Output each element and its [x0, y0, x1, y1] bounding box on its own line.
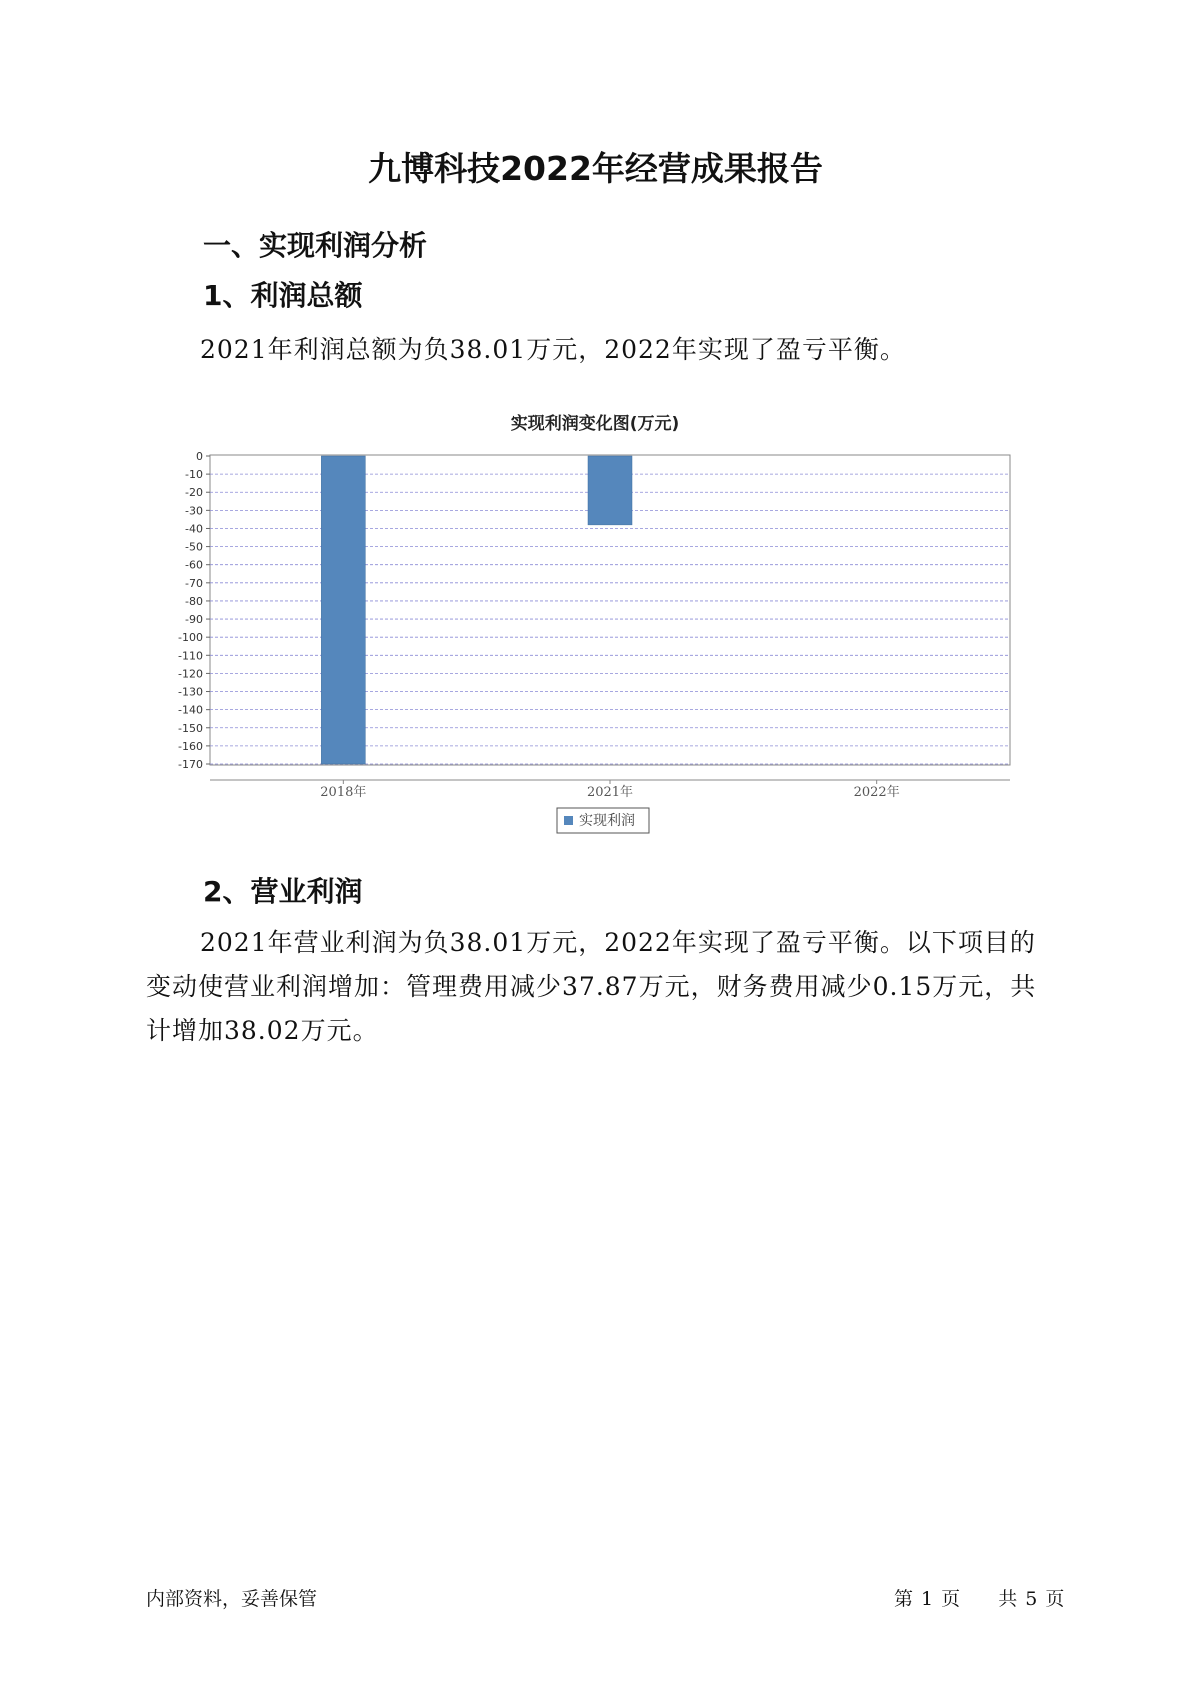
- footer-page-number: [890, 1584, 1068, 1611]
- paragraph-total-profit: 2021年利润总额为负38.01万元，2022年实现了盈亏平衡。: [200, 335, 906, 364]
- legend-label: 实现利润: [579, 813, 635, 829]
- y-tick-label: -150: [178, 721, 203, 735]
- section-heading-profit-analysis: 一、实现利润分析: [203, 229, 428, 262]
- profit-chart-svg: [170, 410, 1020, 860]
- y-tick-label: -10: [185, 468, 203, 482]
- x-tick-label: 2021年: [586, 785, 634, 800]
- footer-confidential-note: 内部资料，妥善保管: [146, 1588, 318, 1610]
- page-total: 5: [1025, 1588, 1038, 1610]
- y-tick-label: -120: [178, 667, 203, 681]
- y-tick-label: -70: [185, 576, 203, 590]
- bar-2021年: [588, 456, 632, 525]
- bar-2018年: [321, 456, 365, 764]
- x-tick-label: 2022年: [853, 785, 900, 800]
- subheading-operating-profit: 2、营业利润: [203, 875, 363, 908]
- paragraph-operating-profit: 2021年营业利润为负38.01万元，2022年实现了盈亏平衡。以下项目的变动使营业利润增加：管理费用减少37.87万元，财务费用减少0.15万元，共计增加38.02万元。: [146, 928, 1037, 1045]
- y-tick-label: -50: [185, 540, 203, 554]
- y-tick-label: -30: [185, 504, 203, 518]
- y-tick-label: -110: [178, 649, 203, 663]
- page-current: 1: [921, 1588, 934, 1610]
- profit-chart: [170, 410, 1020, 860]
- document-title: 九博科技2022年经营成果报告: [368, 149, 823, 188]
- y-tick-label: -60: [185, 558, 203, 572]
- page-suffix: 页: [941, 1588, 961, 1610]
- y-tick-label: -170: [178, 758, 203, 771]
- y-tick-label: -80: [185, 594, 203, 608]
- total-suffix: 页: [1045, 1588, 1065, 1610]
- y-tick-label: -90: [185, 613, 203, 627]
- subheading-total-profit: 1、利润总额: [203, 279, 363, 312]
- y-tick-label: -130: [178, 685, 203, 699]
- chart-title: 实现利润变化图(万元): [510, 414, 680, 434]
- y-tick-label: -100: [178, 631, 203, 645]
- y-tick-label: -20: [185, 486, 203, 500]
- legend-swatch: [564, 816, 573, 825]
- page-prefix: 第: [894, 1588, 914, 1610]
- y-tick-label: 0: [196, 450, 203, 463]
- x-tick-label: 2018年: [320, 785, 367, 800]
- total-prefix: 共: [998, 1588, 1018, 1610]
- y-tick-label: -40: [185, 522, 203, 536]
- y-tick-label: -160: [178, 739, 203, 753]
- y-tick-label: -140: [178, 703, 203, 717]
